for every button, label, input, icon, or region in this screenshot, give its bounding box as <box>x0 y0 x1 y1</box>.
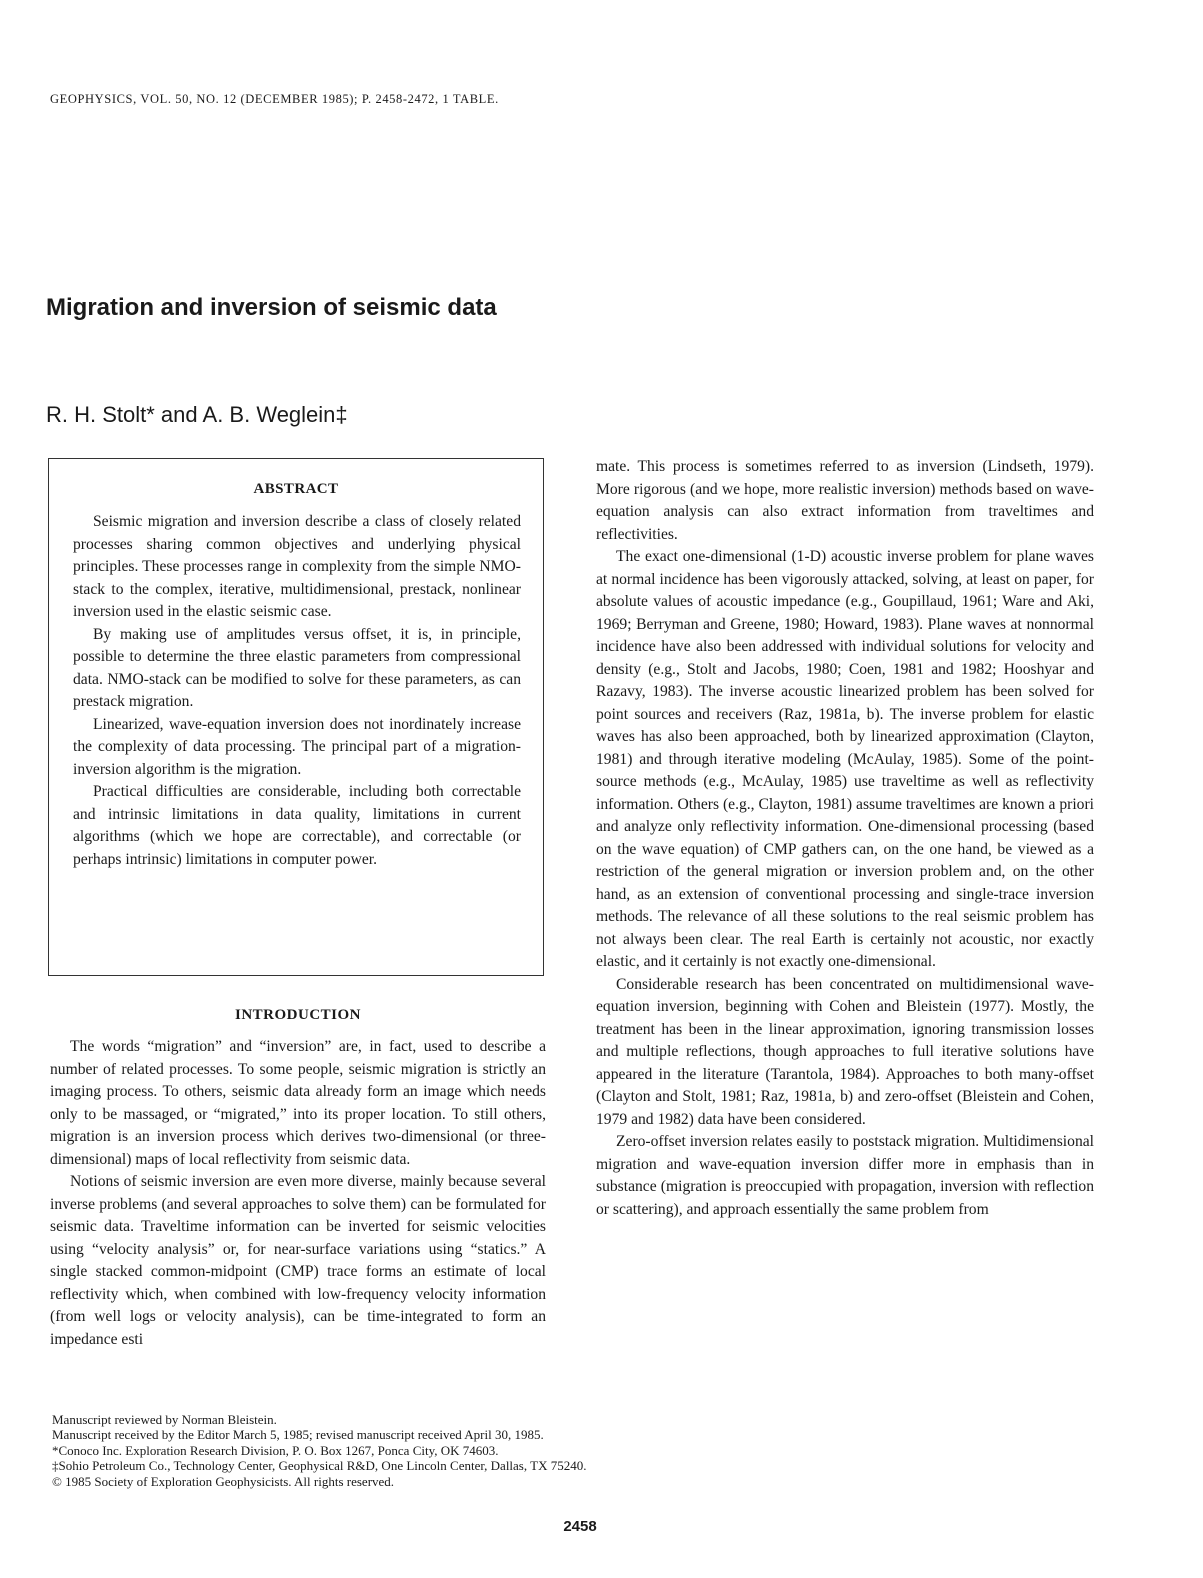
footnotes <box>52 1412 812 1489</box>
introduction-heading: INTRODUCTION <box>234 1007 361 1023</box>
body-paragraph: Notions of seismic inversion are even more diverse, mainly because several inverse problems (and several approaches to solve them) can be formulated for seismic data. Traveltime information can be inverted for seismic velocities using “velocity analysis” or, for near-surface variations using “statics.” A single stacked common-midpoint (CMP) trace forms an estimate of local reflectivity which, when combined with low-frequency velocity information (from well logs or velocity analysis), can be time-integrated to form an impedance esti <box>50 1173 546 1348</box>
left-column <box>50 1002 546 1351</box>
body-paragraph: mate. This process is sometimes referred to as inversion (Lindseth, 1979). More rigorous (and we hope, more realistic inversion) methods based on wave-equation analysis can also extract information from traveltimes and reflectivities. <box>596 458 1094 543</box>
abstract-heading: ABSTRACT <box>253 481 339 497</box>
running-head: GEOPHYSICS, VOL. 50, NO. 12 (DECEMBER 1985); P. 2458-2472, 1 TABLE. <box>50 92 499 106</box>
body-paragraph: The exact one-dimensional (1-D) acoustic inverse problem for plane waves at normal incidence has been vigorously attacked, solving, at least on paper, for absolute values of acoustic impedance (e.g., Goupillaud, 1961; Ware and Aki, 1969; Berryman and Greene, 1980; Howard, 1983). Plane waves at nonnormal incidence have also been addressed with individual solutions for velocity and density (e.g., Stolt and Jacobs, 1980; Coen, 1981 and 1982; Hooshyar and Razavy, 1983). The inverse acoustic linearized problem has been solved for point sources and receivers (Raz, 1981a, b). The inverse problem for elastic waves has also been approached, both by linearized approximation (Clayton, 1981) and through iterative modeling (McAulay, 1985). Some of the point-source methods (e.g., McAulay, 1985) use traveltime as well as reflectivity information. Others (e.g., Clayton, 1981) assume traveltimes are known a priori and analyze only reflectivity information. One-dimensional processing (based on the wave equation) of CMP gathers can, on the one hand, be viewed as a restriction of the general migration or inversion problem and, on the other hand, as an extension of conventional processing and single-trace inversion methods. The relevance of all these solutions to the real seismic problem has not always been clear. The real Earth is certainly not acoustic, nor exactly elastic, and it certainly is not exactly one-dimensional. <box>596 548 1094 970</box>
abstract-paragraph: Practical difficulties are considerable, including both correctable and intrinsic limitations in data quality, limitations in current algorithms (which we hope are correctable), and correctable (or perhaps intrinsic) limitations in computer power. <box>73 783 521 868</box>
body-paragraph: Zero-offset inversion relates easily to poststack migration. Multidimensional migration and wave-equation inversion differ more in emphasis than in substance (migration is preoccupied with propagation, inversion with reflection or scattering), and approach essentially the same problem from <box>596 1133 1094 1218</box>
abstract-paragraph: Linearized, wave-equation inversion does not inordinately increase the complexity of data processing. The principal part of a migration-inversion algorithm is the migration. <box>73 715 521 778</box>
footnote-affiliation-sohio: ‡Sohio Petroleum Co., Technology Center, Geophysical R&D, One Lincoln Center, Dallas, TX 75240. <box>52 1458 587 1474</box>
footnote-copyright: © 1985 Society of Exploration Geophysicists. All rights reserved. <box>52 1473 395 1489</box>
abstract-body <box>73 511 521 871</box>
article-title: Migration and inversion of seismic data <box>46 294 497 321</box>
body-paragraph: The words “migration” and “inversion” are, in fact, used to describe a number of related processes. To some people, seismic migration is strictly an imaging process. To others, seismic data already form an image which needs only to be massaged, or “migrated,” into its proper location. To still others, migration is an inversion process which derives two-dimensional (or three-dimensional) maps of local reflectivity from seismic data. <box>50 1038 546 1168</box>
footnote-received: Manuscript received by the Editor March 5, 1985; revised manuscript received April 30, 1985. <box>52 1427 544 1443</box>
abstract-box <box>48 458 544 976</box>
body-paragraph: Considerable research has been concentrated on multidimensional wave-equation inversion, beginning with Cohen and Bleistein (1977). Mostly, the treatment has been in the linear approximation, ignoring transmission losses and multiple reflections, though approaches to full iterative solutions have appeared in the literature (Tarantola, 1984). Approaches to both many-offset (Clayton and Stolt, 1981; Raz, 1981a, b) and zero-offset (Bleistein and Cohen, 1979 and 1982) data have been considered. <box>596 975 1094 1128</box>
footnote-reviewer: Manuscript reviewed by Norman Bleistein. <box>52 1412 277 1427</box>
article-authors: R. H. Stolt* and A. B. Weglein‡ <box>46 402 348 427</box>
abstract-paragraph: By making use of amplitudes versus offset, it is, in principle, possible to determine the three elastic parameters from compressional data. NMO-stack can be modified to solve for these parameters, as can prestack migration. <box>73 625 521 710</box>
abstract-paragraph: Seismic migration and inversion describe a class of closely related processes sharing common objectives and underlying physical principles. These processes range in complexity from the simple NMO-stack to the complex, iterative, multidimensional, prestack, nonlinear inversion used in the elastic seismic case. <box>73 513 521 620</box>
right-column <box>596 456 1094 1221</box>
footnote-affiliation-conoco: *Conoco Inc. Exploration Research Division, P. O. Box 1267, Ponca City, OK 74603. <box>52 1442 499 1458</box>
page-number: 2458 <box>563 1518 597 1535</box>
